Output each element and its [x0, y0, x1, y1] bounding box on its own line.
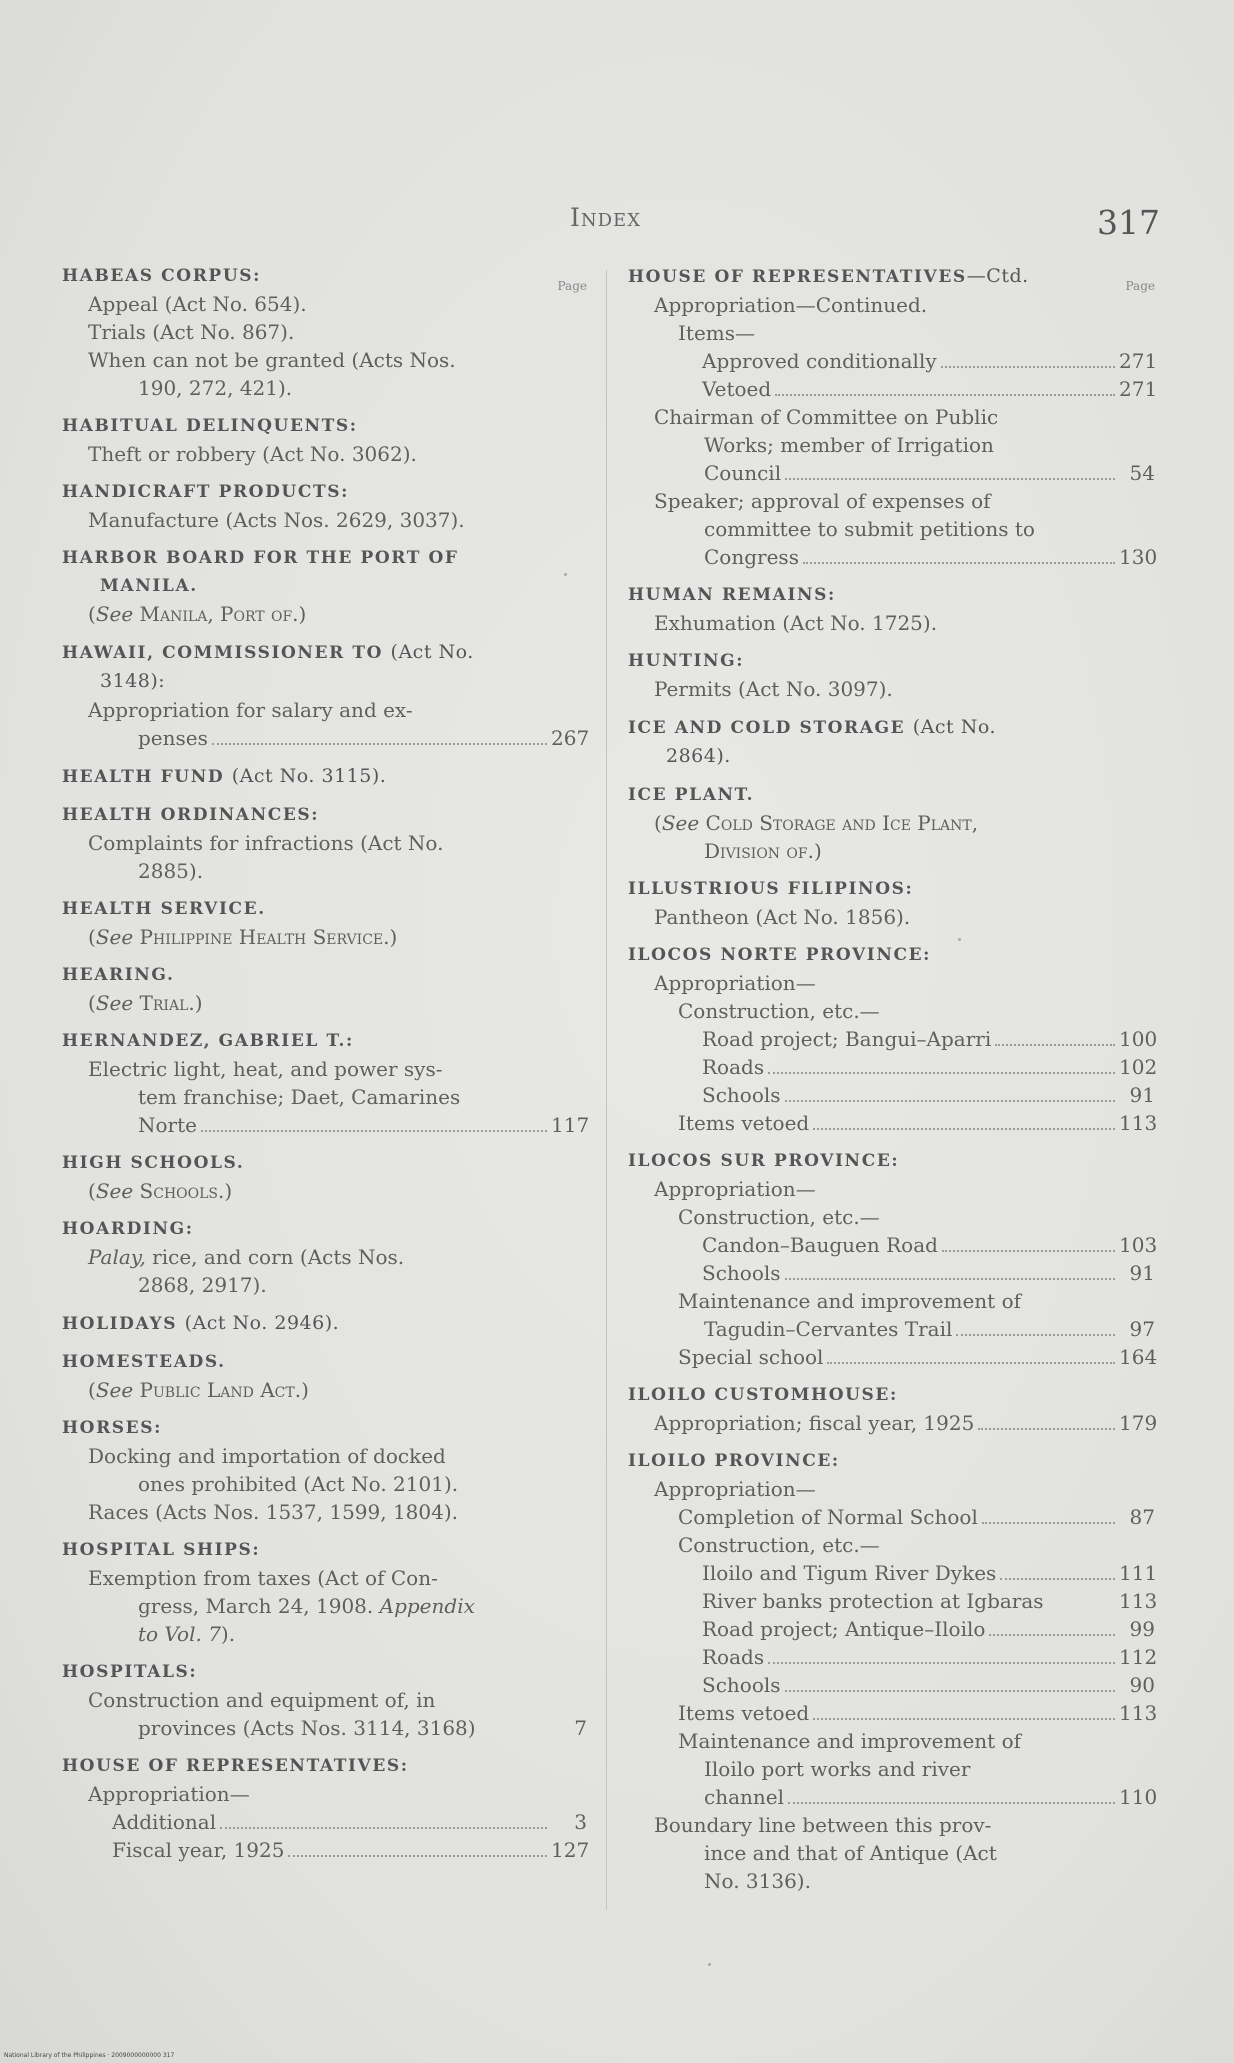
- subentry-text: River banks protection at Igbaras: [702, 1589, 1044, 1613]
- page-ref: 7: [574, 1716, 587, 1740]
- entry-heading-continued: 3148):: [100, 670, 166, 692]
- leader-dots: [768, 1662, 1115, 1664]
- subentry-continued: tem franchise; Daet, Camarines: [138, 1085, 461, 1109]
- leader-dots: [220, 1827, 547, 1829]
- page-ref: 112: [1119, 1645, 1158, 1669]
- subentry-continued: committee to submit petitions to: [704, 517, 1035, 541]
- italic-term: to Vol. 7: [138, 1622, 221, 1646]
- subentry-text: Candon–Bauguen Road: [702, 1233, 938, 1257]
- subentry-continued: [62, 1592, 587, 1620]
- page-ref: 113: [1119, 1111, 1158, 1135]
- leader-dots: [201, 1130, 547, 1132]
- see-word: See: [95, 1179, 134, 1203]
- entry-heading: HEALTH ORDINANCES:: [62, 805, 320, 825]
- leader-dots: [775, 394, 1115, 396]
- subentry-with-page: [628, 1409, 1158, 1437]
- entry-horses: [62, 1414, 587, 1526]
- subentry: Appropriation—: [88, 1782, 250, 1806]
- subentry: Construction and equipment of, in: [88, 1688, 436, 1712]
- scan-footer: National Library of the Philippines · 2009000000000 317: [4, 2052, 175, 2059]
- page-ref: 110: [1119, 1785, 1158, 1809]
- entry-heading: ILOILO PROVINCE:: [628, 1451, 840, 1471]
- entry-house-of-representatives-ctd: [628, 262, 1158, 571]
- entry-heading: ICE PLANT.: [628, 785, 755, 805]
- page-ref: 3: [574, 1810, 587, 1834]
- subentry: Electric light, heat, and power sys-: [88, 1057, 443, 1081]
- entry-hawaii-commissioner: [62, 638, 590, 752]
- page-ref: 127: [551, 1838, 590, 1862]
- entry-heading: ILOILO CUSTOMHOUSE:: [628, 1385, 898, 1405]
- entry-homesteads: [62, 1348, 587, 1404]
- entry-holidays: [62, 1309, 587, 1338]
- subentry-continued: Works; member of Irrigation: [704, 433, 994, 457]
- subentry: Exhumation (Act No. 1725).: [654, 611, 938, 635]
- subentry-with-page: [628, 1783, 1158, 1811]
- page-ref: 97: [1129, 1317, 1155, 1341]
- leader-dots: [785, 478, 1115, 480]
- entry-heading: HOSPITALS:: [62, 1662, 198, 1682]
- subentry: Chairman of Committee on Public: [654, 405, 999, 429]
- subentry-text: rice, and corn (Acts Nos.: [152, 1245, 405, 1269]
- subentry-continued: 2885).: [138, 859, 204, 883]
- subentry: Manufacture (Acts Nos. 2629, 3037).: [88, 508, 465, 532]
- entry-hospital-ships: [62, 1536, 587, 1648]
- subentry-text: Schools: [702, 1673, 781, 1697]
- page-column-label: Page: [557, 279, 587, 293]
- subentry-text: Road project; Bangui–Aparri: [702, 1027, 992, 1051]
- subentry: Exemption from taxes (Act of Con-: [88, 1566, 438, 1590]
- entry-heading: ILOCOS SUR PROVINCE:: [628, 1151, 900, 1171]
- subentry: Items—: [678, 321, 756, 345]
- subentry: Complaints for infractions (Act No.: [88, 831, 444, 855]
- leader-space: [1048, 1606, 1115, 1608]
- subentry-text: provinces (Acts Nos. 3114, 3168): [138, 1716, 476, 1740]
- entry-iloilo-customhouse: [628, 1381, 1158, 1437]
- entry-ice-and-cold-storage: [628, 713, 1155, 771]
- subentry: Construction, etc.—: [678, 1205, 880, 1229]
- leader-dots: [941, 366, 1115, 368]
- subentry-text: gress, March 24, 1908.: [138, 1594, 374, 1618]
- entry-human-remains: [628, 581, 1155, 637]
- list-item: [628, 1615, 1155, 1643]
- leader-dots: [827, 1362, 1115, 1364]
- subentry: Theft or robbery (Act No. 3062).: [88, 442, 417, 466]
- entry-heading: HOUSE OF REPRESENTATIVES:: [62, 1756, 409, 1776]
- page-ref: 100: [1119, 1027, 1158, 1051]
- subentry: Construction, etc.—: [678, 999, 880, 1023]
- subentry-continued: No. 3136).: [704, 1869, 811, 1893]
- see-target: Manila, Port of.: [139, 602, 299, 626]
- subentry: Pantheon (Act No. 1856).: [654, 905, 911, 929]
- leader-dots: [785, 1278, 1115, 1280]
- subentry-text: Special school: [678, 1345, 824, 1369]
- page-ref: 179: [1119, 1411, 1158, 1435]
- list-item: [628, 1643, 1158, 1671]
- subentry: When can not be granted (Acts Nos.: [88, 348, 456, 372]
- subentry-text: ).: [220, 1622, 236, 1646]
- subentry-text: channel: [704, 1785, 784, 1809]
- entry-heading: [628, 262, 1155, 291]
- entry-heading: HOSPITAL SHIPS:: [62, 1540, 261, 1560]
- subentry-with-page: [62, 724, 590, 752]
- page-ref: 271: [1119, 377, 1158, 401]
- entry-health-fund: [62, 762, 587, 791]
- entry-heading: HABITUAL DELINQUENTS:: [62, 416, 358, 436]
- subentry-with-page: [628, 375, 1158, 403]
- list-item: [628, 1343, 1158, 1371]
- page-ref: 90: [1129, 1673, 1155, 1697]
- heading-text: HOLIDAYS: [62, 1314, 178, 1334]
- subentry-continued: 2868, 2917).: [138, 1273, 267, 1297]
- subentry-text: Schools: [702, 1261, 781, 1285]
- subentry-with-page: [62, 1808, 587, 1836]
- heading-rest: (Act No. 2946).: [184, 1312, 340, 1334]
- subentry-continued: [62, 1620, 587, 1648]
- subentry-text: Appropriation; fiscal year, 1925: [654, 1411, 975, 1435]
- heading-text: HAWAII, COMMISSIONER TO: [62, 643, 384, 663]
- subentry-continued: ince and that of Antique (Act: [704, 1841, 997, 1865]
- subentry-text: Roads: [702, 1055, 765, 1079]
- see-word: See: [661, 811, 700, 835]
- subentry-continued: ones prohibited (Act No. 2101).: [138, 1472, 459, 1496]
- page-ref: 91: [1129, 1083, 1155, 1107]
- page-ref: 87: [1129, 1505, 1155, 1529]
- subentry: Appropriation for salary and ex-: [88, 698, 413, 722]
- page-ref: 102: [1119, 1055, 1158, 1079]
- leader-dots: [978, 1428, 1115, 1430]
- entry-heading: HIGH SCHOOLS.: [62, 1153, 245, 1173]
- list-item: [628, 1559, 1158, 1587]
- subentry-with-page: [628, 1315, 1155, 1343]
- subentry: Appropriation—: [654, 1477, 816, 1501]
- see-word: See: [95, 991, 134, 1015]
- leader-dots: [788, 1802, 1115, 1804]
- subentry-text: Completion of Normal School: [678, 1505, 978, 1529]
- entry-heading: [62, 1309, 587, 1338]
- subentry-text: Schools: [702, 1083, 781, 1107]
- heading-rest: (Act No. 3115).: [231, 765, 387, 787]
- subentry: Trials (Act No. 867).: [88, 320, 295, 344]
- entry-high-schools: [62, 1149, 587, 1205]
- entry-ilocos-norte: [628, 941, 1158, 1137]
- subentry-with-page: [628, 459, 1155, 487]
- subentry-with-page: [62, 1836, 590, 1864]
- paper-speck: [708, 1963, 711, 1966]
- list-item: [628, 1231, 1158, 1259]
- leader-dots: [768, 1072, 1115, 1074]
- subentry: Maintenance and improvement of: [678, 1289, 1022, 1313]
- list-item: [628, 1025, 1158, 1053]
- subentry: Appeal (Act No. 654).: [88, 292, 307, 316]
- see-target: Public Land Act.: [139, 1378, 302, 1402]
- see-target: Division of.: [704, 839, 814, 863]
- left-column: [62, 262, 590, 1874]
- entry-heading: [62, 762, 587, 791]
- subentry-text: Iloilo and Tigum River Dykes: [702, 1561, 997, 1585]
- page-number: 317: [1097, 203, 1160, 242]
- subentry-text: Items vetoed: [678, 1111, 810, 1135]
- leader-space: [480, 1733, 547, 1735]
- entry-iloilo-province: [628, 1447, 1158, 1895]
- subentry: Speaker; approval of expenses of: [654, 489, 991, 513]
- leader-dots: [813, 1718, 1115, 1720]
- subentry: Docking and importation of docked: [88, 1444, 446, 1468]
- page-ref: 113: [1119, 1589, 1158, 1613]
- column-divider: [606, 270, 607, 1910]
- entry-health-ordinances: [62, 801, 587, 885]
- leader-dots: [288, 1855, 547, 1857]
- leader-dots: [813, 1128, 1115, 1130]
- entry-heading: HANDICRAFT PRODUCTS:: [62, 482, 349, 502]
- leader-dots: [1000, 1578, 1115, 1580]
- entry-heading: HOARDING:: [62, 1219, 194, 1239]
- subentry-text: Approved conditionally: [702, 349, 937, 373]
- page-ref: 54: [1129, 461, 1155, 485]
- page-ref: 111: [1119, 1561, 1158, 1585]
- subentry-text: Road project; Antique–Iloilo: [702, 1617, 986, 1641]
- see-reference: (See Manila, Port of.): [88, 602, 307, 626]
- subentry-text: Fiscal year, 1925: [112, 1838, 285, 1862]
- see-target: Trial.: [139, 991, 195, 1015]
- subentry: Maintenance and improvement of: [678, 1729, 1022, 1753]
- subentry-text: Tagudin–Cervantes Trail: [704, 1317, 953, 1341]
- heading-rest: (Act No.: [912, 716, 996, 738]
- see-reference: (See Schools.): [88, 1179, 233, 1203]
- subentry-text: Roads: [702, 1645, 765, 1669]
- entry-heading: [628, 713, 1155, 742]
- heading-rest: (Act No.: [390, 641, 474, 663]
- entry-health-service: [62, 895, 587, 951]
- entry-ilocos-sur: [628, 1147, 1158, 1371]
- entry-heading-continued: MANILA.: [100, 576, 198, 596]
- list-item: [628, 1699, 1158, 1727]
- page-ref: 130: [1119, 545, 1158, 569]
- entry-ice-plant: [628, 781, 1155, 865]
- subentry-continued: Iloilo port works and river: [704, 1757, 971, 1781]
- page-ref: 164: [1119, 1345, 1158, 1369]
- page-ref: 117: [551, 1113, 590, 1137]
- entry-heading: [62, 638, 587, 667]
- entry-heading: ILLUSTRIOUS FILIPINOS:: [628, 879, 914, 899]
- subentry: Appropriation—: [654, 1177, 816, 1201]
- subentry-text: Additional: [112, 1810, 217, 1834]
- subentry-text: penses: [138, 726, 208, 750]
- see-word: See: [95, 925, 134, 949]
- leader-dots: [212, 743, 547, 745]
- list-item: [628, 1053, 1158, 1081]
- list-item: [628, 1587, 1158, 1615]
- heading-text: ICE AND COLD STORAGE: [628, 718, 906, 738]
- entry-hunting: [628, 647, 1155, 703]
- entry-heading: HORSES:: [62, 1418, 162, 1438]
- leader-dots: [995, 1044, 1115, 1046]
- entry-hoarding: [62, 1215, 587, 1299]
- entry-illustrious-filipinos: [628, 875, 1155, 931]
- see-word: See: [95, 602, 134, 626]
- subentry: [62, 1243, 587, 1271]
- leader-dots: [785, 1100, 1115, 1102]
- subentry-text: Vetoed: [702, 377, 772, 401]
- see-reference: (See Philippine Health Service.): [88, 925, 398, 949]
- subentry: Races (Acts Nos. 1537, 1599, 1804).: [88, 1500, 459, 1524]
- leader-dots: [785, 1690, 1115, 1692]
- heading-text: HEALTH FUND: [62, 767, 225, 787]
- entry-heading: HUMAN REMAINS:: [628, 585, 836, 605]
- entry-heading: HARBOR BOARD FOR THE PORT OF: [62, 548, 459, 568]
- see-target: Schools.: [139, 1179, 225, 1203]
- leader-dots: [989, 1634, 1115, 1636]
- subentry-with-page: [628, 543, 1158, 571]
- entry-heading: ILOCOS NORTE PROVINCE:: [628, 945, 932, 965]
- see-target: Cold Storage and Ice Plant,: [705, 811, 979, 835]
- see-word: See: [95, 1378, 134, 1402]
- subentry-text: Council: [704, 461, 782, 485]
- page-column-label: Page: [1125, 279, 1155, 293]
- entry-habeas-corpus: [62, 262, 587, 402]
- subentry-text: Norte: [138, 1113, 197, 1137]
- list-item: [628, 1259, 1155, 1287]
- page-ref: 103: [1119, 1233, 1158, 1257]
- subentry: Boundary line between this prov-: [654, 1813, 992, 1837]
- subentry: Construction, etc.—: [678, 1533, 880, 1557]
- page-ref: 271: [1119, 349, 1158, 373]
- entry-heading: HEALTH SERVICE.: [62, 899, 266, 919]
- paper-speck: [564, 573, 567, 576]
- entry-heading: HERNANDEZ, GABRIEL T.:: [62, 1031, 354, 1051]
- entry-hospitals: [62, 1658, 587, 1742]
- right-column: [628, 262, 1158, 1905]
- entry-hernandez: [62, 1027, 590, 1139]
- subentry-with-page: [62, 1111, 590, 1139]
- leader-dots: [942, 1250, 1115, 1252]
- see-reference-continued: Division of.): [704, 839, 822, 863]
- heading-text: HOUSE OF REPRESENTATIVES: [628, 267, 967, 287]
- subentry: Permits (Act No. 3097).: [654, 677, 893, 701]
- page-ref: 99: [1129, 1617, 1155, 1641]
- list-item: [628, 1109, 1158, 1137]
- entry-house-of-representatives: [62, 1752, 590, 1864]
- entry-habitual-delinquents: [62, 412, 587, 468]
- entry-handicraft-products: [62, 478, 587, 534]
- subentry-with-page: [628, 347, 1158, 375]
- entry-harbor-board: [62, 544, 587, 628]
- list-item: [628, 1081, 1155, 1109]
- running-head-title: Index: [570, 203, 642, 232]
- subentry-with-page: [62, 1714, 587, 1742]
- subentry: Appropriation—: [654, 971, 816, 995]
- subentry-continued: 190, 272, 421).: [138, 376, 293, 400]
- subentry-with-page: [628, 1503, 1155, 1531]
- italic-term: Appendix: [379, 1594, 475, 1618]
- leader-dots: [982, 1522, 1115, 1524]
- page-ref: 113: [1119, 1701, 1158, 1725]
- page-ref: 91: [1129, 1261, 1155, 1285]
- entry-heading: HABEAS CORPUS:: [62, 266, 261, 286]
- leader-dots: [956, 1334, 1115, 1336]
- heading-rest: —Ctd.: [966, 265, 1029, 287]
- italic-term: Palay,: [88, 1245, 146, 1269]
- entry-heading: HEARING.: [62, 965, 175, 985]
- subentry: Appropriation—Continued.: [654, 293, 928, 317]
- entry-hearing: [62, 961, 587, 1017]
- paper-speck: [958, 938, 961, 941]
- entry-heading: HOMESTEADS.: [62, 1352, 226, 1372]
- see-target: Philippine Health Service.: [139, 925, 390, 949]
- page-ref: 267: [551, 726, 590, 750]
- subentry-text: Congress: [704, 545, 799, 569]
- see-reference: (See Trial.): [88, 991, 203, 1015]
- see-reference: (See Cold Storage and Ice Plant,: [654, 811, 979, 835]
- see-reference: (See Public Land Act.): [88, 1378, 309, 1402]
- leader-dots: [803, 562, 1115, 564]
- entry-heading: HUNTING:: [628, 651, 745, 671]
- subentry-text: Items vetoed: [678, 1701, 810, 1725]
- entry-heading-continued: 2864).: [666, 745, 731, 767]
- list-item: [628, 1671, 1155, 1699]
